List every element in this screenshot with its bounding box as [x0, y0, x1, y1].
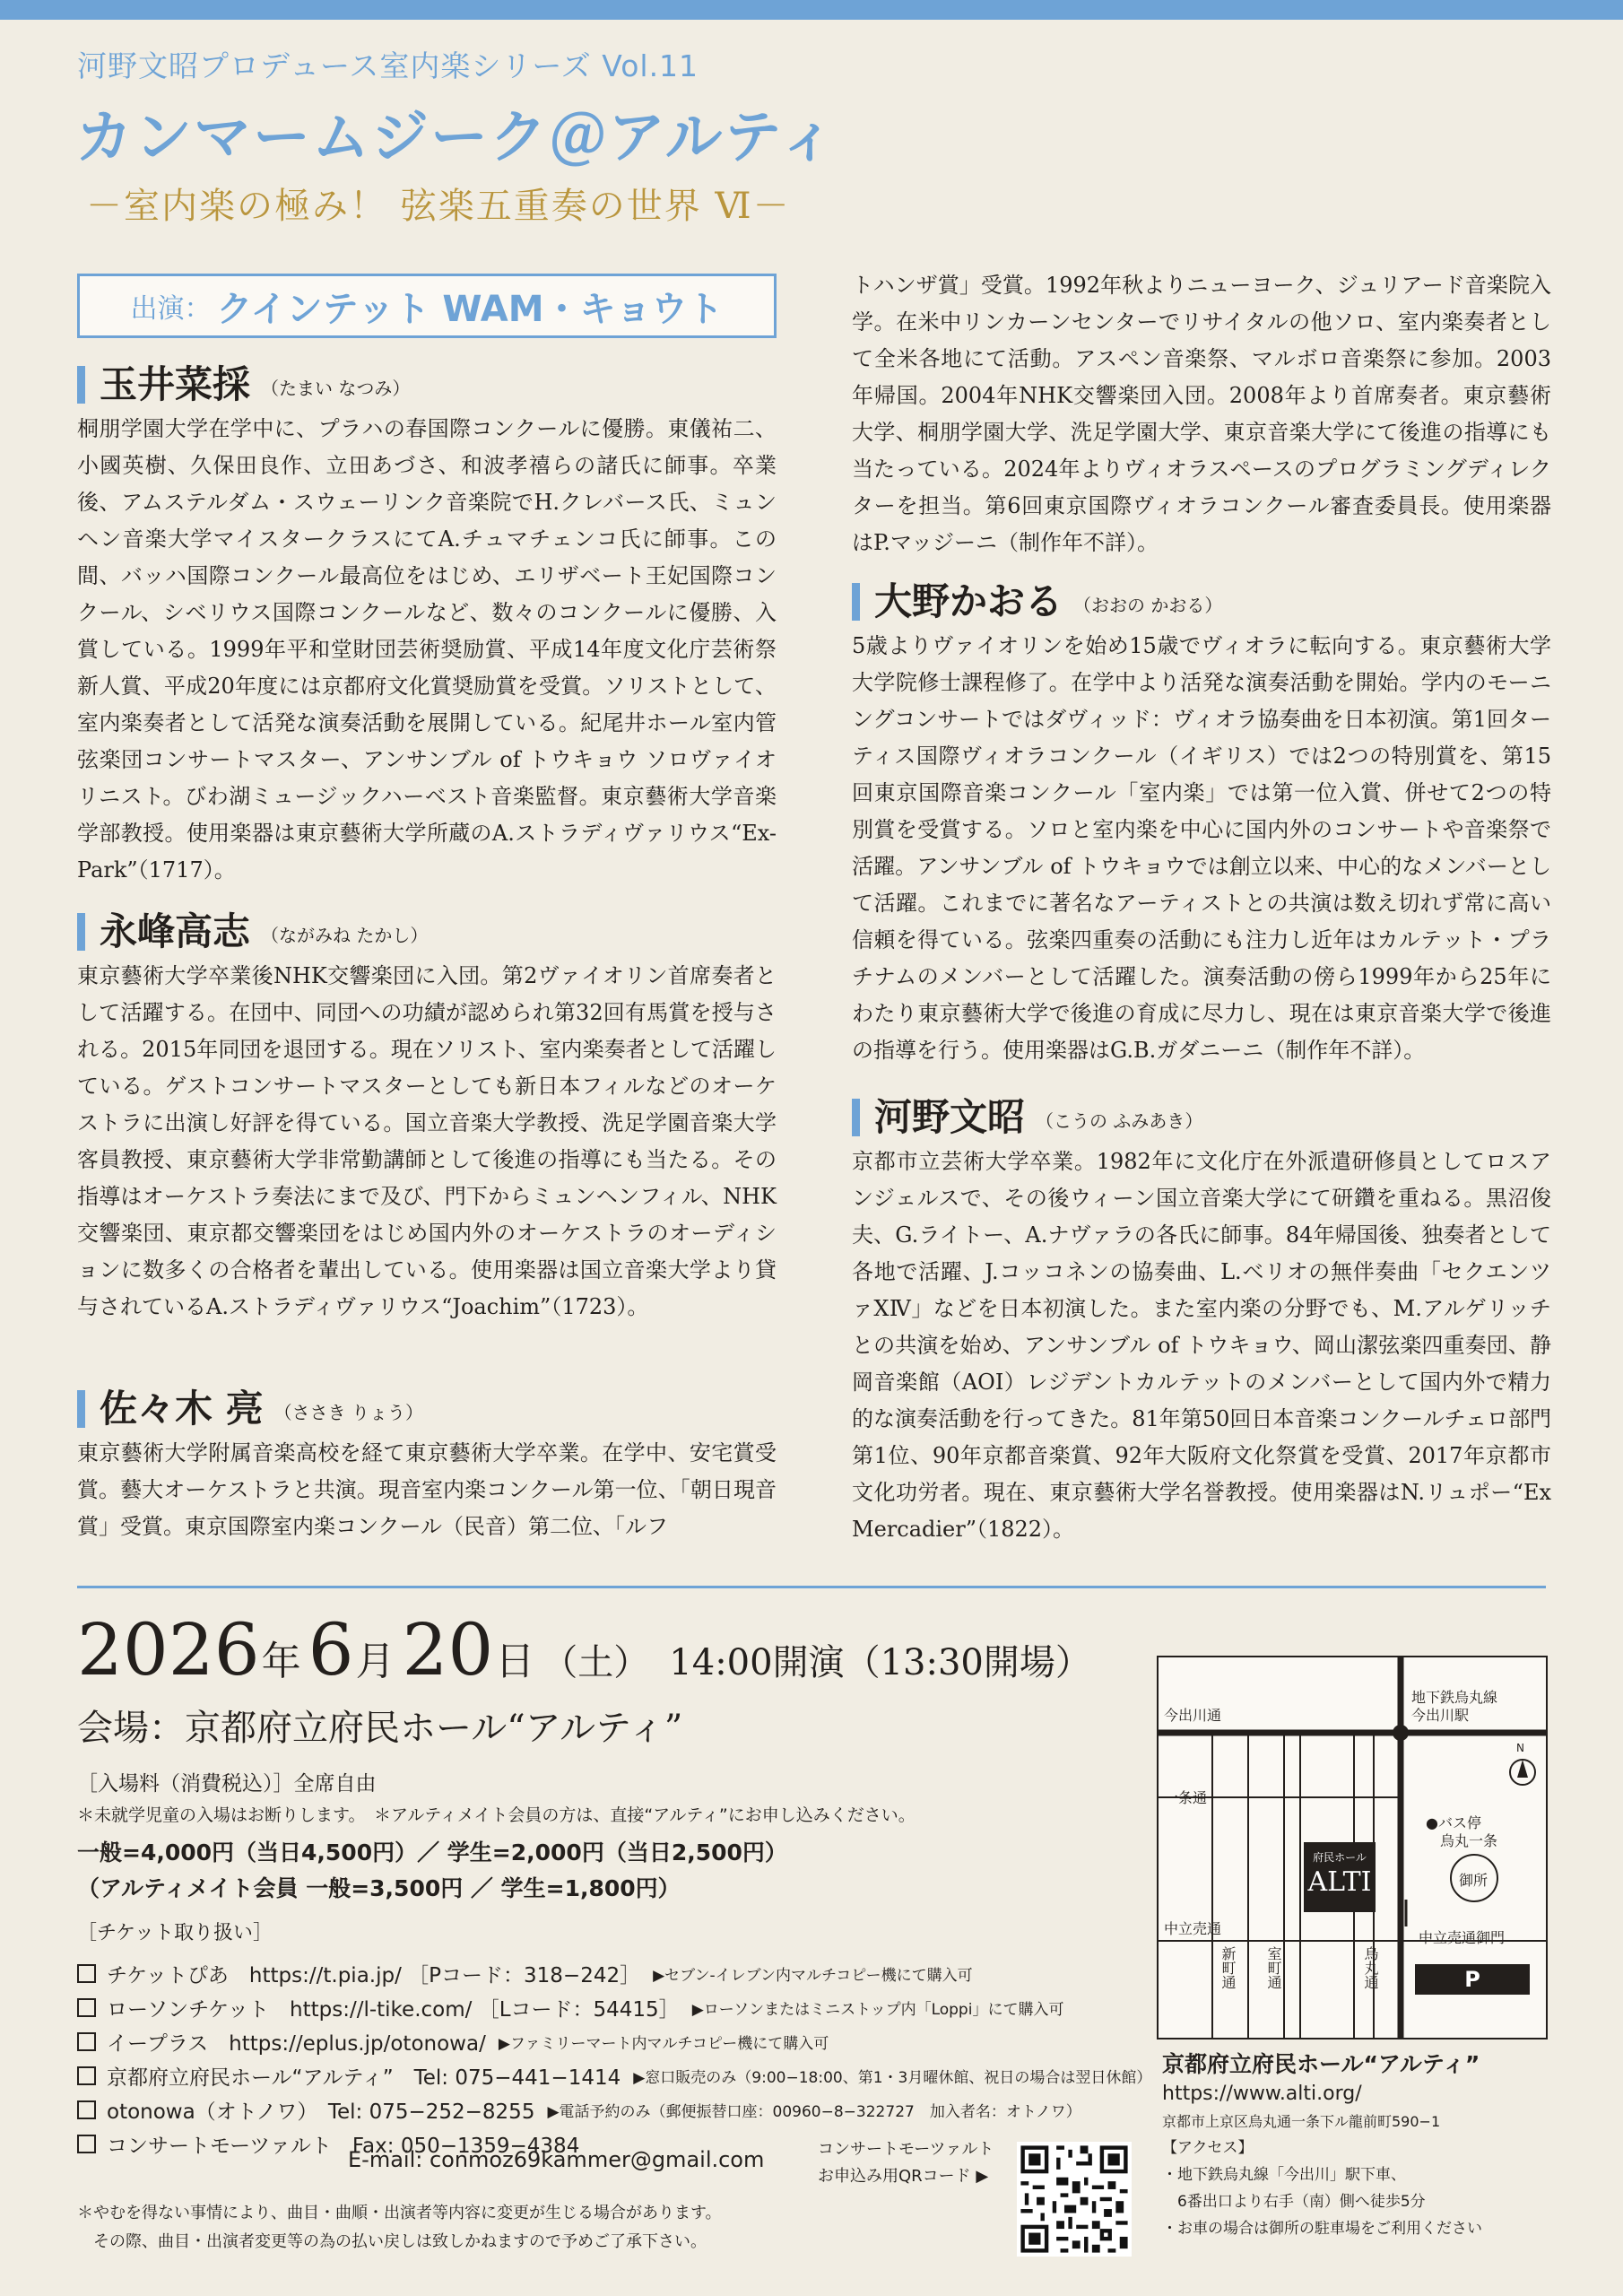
bio-name: 玉井菜採 — [100, 362, 251, 406]
bio-text: 京都市立芸術大学卒業。1982年に文化庁在外派遣研修員としてロスアンジェルスで、その後ウィーン国立音楽大学にて研鑽を重ねる。黒沼俊夫、G.ライトー、A.ナヴァラの各氏に師事。84年帰国後、独奏者として各地で活躍、J.コッコネンの協奏曲、L.ベリオの無伴奏曲「セクエンツァⅩⅣ」などを日本初演した。また室内楽の分野でも、M.アルゲリッチとの共演を始め、アンサンブル of トウキョウ、岡山潔弦楽四重奏団、静岡音楽館（AOI）レジデントカルテットのメンバーとして国内外で精力的な演奏活動を行ってきた。81年第50回日本音楽コンクールチェロ部門第1位、90年京都音楽賞、92年大阪府文化祭賞を受賞、2017年京都市文化功労者。現在、東京藝術大学名誉教授。使用楽器はN.リュポー“Ex Mercadier”（1822）。 — [852, 1149, 1551, 1542]
month-unit: 月 — [355, 1639, 395, 1684]
ticket-list — [77, 1918, 1151, 2161]
bio-kana: （たまい なつみ） — [261, 378, 411, 399]
heading-bar — [852, 583, 860, 621]
bio-name: 佐々木 亮 — [100, 1387, 264, 1431]
bio-name: 大野かおる — [874, 579, 1063, 623]
ticket-note: ▶ファミリーマート内マルチコピー機にて購入可 — [498, 2034, 829, 2053]
top-color-bar — [0, 0, 1623, 20]
bio-tamai — [77, 362, 777, 889]
fee-block — [77, 1767, 916, 1903]
map-label-gosho: 御所 — [1459, 1872, 1488, 1889]
map-label-nakadachiuri: 中立売通 — [1164, 1920, 1222, 1937]
hall-marker-small: 府民ホール — [1313, 1851, 1367, 1864]
venue-address: 京都市上京区烏丸通一条下ル龍前町590−1 — [1162, 2113, 1441, 2130]
map-label-bus: ●バス停 — [1426, 1814, 1481, 1831]
event-year: 2026 — [77, 1608, 260, 1692]
bio-heading — [77, 1387, 777, 1431]
bio-text: 東京藝術大学附属音楽高校を経て東京藝術大学卒業。在学中、安宅賞受賞。藝大オーケストラと共演。現音室内楽コンクール第一位、「朝日現音賞」受賞。東京国際室内楽コンクール（民音）第二位、「ルフ — [77, 1440, 777, 1539]
ticket-row — [77, 1956, 1151, 1990]
year-unit: 年 — [261, 1639, 301, 1684]
series-title: 河野文昭プロデュース室内楽シリーズ Vol.11 — [77, 48, 699, 83]
hall-marker-big: ALTI — [1307, 1866, 1372, 1898]
map-label-subway: 地下鉄烏丸線 — [1411, 1689, 1498, 1706]
heading-bar — [852, 1099, 860, 1136]
access-map — [1157, 1656, 1548, 2039]
fee-label: ［入場料（消費税込）］全席自由 — [77, 1772, 377, 1796]
day-unit: 日 — [495, 1639, 535, 1684]
venue-info — [1162, 2047, 1548, 2242]
map-label-muromachi: 室町通 — [1265, 1946, 1282, 1989]
bio-sasaki-continued — [852, 267, 1551, 561]
performer-box — [77, 274, 777, 338]
section-divider — [77, 1586, 1546, 1588]
ticket-main: イープラス https://eplus.jp/otonowa/ — [107, 2031, 486, 2056]
event-date — [77, 1608, 1091, 1692]
heading-bar — [77, 913, 85, 951]
map-label-ichijo: 一条通 — [1164, 1789, 1208, 1806]
page-title: カンマームジーク＠アルティ — [75, 105, 838, 171]
map-label-station: 今出川駅 — [1411, 1707, 1470, 1724]
bio-text: 桐朋学園大学在学中に、プラハの春国際コンクールに優勝。東儀祐二、小國英樹、久保田良作、立田あづさ、和波孝禧らの諸氏に師事。卒業後、アムステルダム・スウェーリンク音楽院でH.クレバース氏、ミュンヘン音楽大学マイスタークラスにてA.チュマチェンコ氏に師事。この間、バッハ国際コンクール最高位をはじめ、エリザベート王妃国際コンクール、シベリウス国際コンクールなど、数々のコンクールに優勝、入賞している。1999年平和堂財団芸術奨励賞、平成14年度文化庁芸術祭新人賞、平成20年度には京都府文化賞奨励賞を受賞。ソリストとして、室内楽奏者として活発な演奏活動を展開している。紀尾井ホール室内管弦楽団コンサートマスター、アンサンブル of トウキョウ ソロヴァイオリニスト。びわ湖ミュージックハーベスト音楽監督。東京藝術大学音楽学部教授。使用楽器は東京藝術大学所蔵のA.ストラディヴァリウス“Ex-Park”（1717）。 — [77, 416, 777, 883]
qr-label — [818, 2136, 994, 2190]
bio-sasaki — [77, 1387, 777, 1545]
parking-sign: P — [1415, 1964, 1530, 1995]
ticket-main: コンサートモーツァルト Fax: 050−1359−4384 — [107, 2134, 580, 2158]
qr-code-icon[interactable] — [1017, 2142, 1132, 2257]
ticket-note: ▶電話予約のみ（郵便振替口座：00960−8−322727 加入者名：オトノワ） — [547, 2102, 1081, 2121]
access-block — [1162, 2135, 1548, 2242]
event-month: 6 — [308, 1608, 354, 1692]
ticket-main: チケットぴあ https://t.pia.jp/ ［Pコード：318−242］ — [107, 1963, 641, 1987]
bio-kana: （ささき りょう） — [273, 1402, 423, 1423]
bio-name: 永峰高志 — [100, 909, 251, 953]
bio-text: 5歳よりヴァイオリンを始め15歳でヴィオラに転向する。東京藝術大学大学院修士課程修了。在学中より活発な演奏活動を開始。学内のモーニングコンサートではダヴィッド：ヴィオラ協奏曲を日本初演。第1回ターティス国際ヴィオラコンクール（イギリス）では2つの特別賞を、第15回東京国際音楽コンクール「室内楽」では第一位入賞、併せて2つの特別賞を受賞する。ソロと室内楽を中心に国内外のコンサートや音楽祭で活躍。アンサンブル of トウキョウでは創立以来、中心的なメンバーとして活躍。これまでに著名なアーティストとの共演は数え切れず常に高い信頼を得ている。弦楽四重奏の活動にも注力し近年はカルテット・プラチナムのメンバーとして活躍した。演奏活動の傍ら1999年から25年にわたり東京藝術大学で後進の育成に尽力し、現在は東京音楽大学で後進の指導を行う。使用楽器はG.B.ガダニーニ（制作年不詳）。 — [852, 633, 1552, 1063]
bio-nagamine — [77, 909, 777, 1326]
bio-heading — [852, 579, 1551, 623]
fee-note: ＊未就学児童の入場はお断りします。 ＊アルティメイト会員の方は、直接“アルティ”にお申し込みください。 — [77, 1805, 916, 1825]
checkbox-square — [77, 2032, 96, 2051]
heading-bar — [77, 1390, 85, 1428]
venue-url[interactable]: https://www.alti.org/ — [1162, 2083, 1362, 2105]
ticket-row — [77, 2092, 1151, 2126]
ticket-heading: ［チケット取り扱い］ — [77, 1922, 273, 1944]
checkbox-square — [77, 1964, 96, 1983]
performer-name: クインテット WAM・キョウト — [216, 288, 724, 330]
ticket-main: ローソンチケット https://l-tike.com/ ［Lコード：54415］ — [107, 1997, 680, 2022]
ticket-note: ▶ローソンまたはミニストップ内「Loppi」にて購入可 — [691, 2000, 1064, 2019]
map-label-shinmachi: 新町通 — [1219, 1946, 1237, 1989]
bio-text: トハンザ賞」受賞。1992年秋よりニューヨーク、ジュリアード音楽院入学。在米中リンカーンセンターでリサイタルの他ソロ、室内楽奏者として全米各地にて活動。アスペン音楽祭、マルボロ音楽祭に参加。2003年帰国。2004年NHK交響楽団入団。2008年より首席奏者。東京藝術大学、桐朋学園大学、洗足学園大学、東京音楽大学にて後進の指導にも当たっている。2024年よりヴィオラスペースのプログラミングディレクターを担当。第6回東京国際ヴィオラコンクール審査委員長。使用楽器はP.マッジーニ（制作年不詳）。 — [852, 273, 1551, 555]
event-weekday: （土） — [542, 1642, 650, 1683]
contact-email[interactable]: E-mail: conmoz69kammer@gmail.com — [348, 2147, 765, 2172]
access-label: 【アクセス】 — [1162, 2139, 1254, 2157]
bio-heading — [77, 909, 777, 953]
checkbox-square — [77, 2100, 96, 2119]
map-label-karasuma: 烏丸通 — [1362, 1946, 1379, 1989]
event-day: 20 — [402, 1608, 494, 1692]
bio-kana: （こうの ふみあき） — [1036, 1110, 1203, 1132]
bio-text: 東京藝術大学卒業後NHK交響楽団に入団。第2ヴァイオリン首席奏者として活躍する。在団中、同団への功績が認められ第32回有馬賞を授与される。2015年同団を退団する。現在ソリスト、室内楽奏者として活躍している。ゲストコンサートマスターとしても新日本フィルなどのオーケストラに出演し好評を得ている。国立音楽大学教授、洗足学園音楽大学客員教授、東京藝術大学非常勤講師として後進の指導にも当たる。その指導はオーケストラ奏法にまで及び、門下からミュンヘンフィル、NHK交響楽団、東京都交響楽団をはじめ国内外のオーケストラのオーディションに数多くの合格者を輩出している。使用楽器は国立音楽大学より貸与されているA.ストラディヴァリウス“Joachim”（1723）。 — [77, 963, 777, 1319]
bio-kana: （おおの かおる） — [1073, 595, 1223, 616]
ticket-row — [77, 2024, 1151, 2058]
bio-ono — [852, 579, 1552, 1069]
bio-kana: （ながみね たかし） — [261, 925, 429, 946]
disclaimer-line: ＊やむを得ない事情により、曲目・曲順・出演者等内容に変更が生じる場合があります。 — [77, 2204, 722, 2222]
checkbox-square — [77, 2135, 96, 2153]
checkbox-square — [77, 2066, 96, 2085]
ticket-row — [77, 1990, 1151, 2024]
performer-label: 出演： — [130, 293, 212, 325]
bio-kono — [852, 1095, 1551, 1548]
checkbox-square — [77, 1998, 96, 2017]
access-line: ・お車の場合は御所の駐車場をご利用ください — [1162, 2220, 1482, 2238]
map-label-gate: 中立売通御門 — [1419, 1929, 1506, 1946]
disclaimer-line: その際、曲目・出演者変更等の為の払い戻しは致しかねますので予めご了承下さい。 — [77, 2232, 707, 2251]
ticket-note: ▶窓口販売のみ（9:00−18:00、第1・3月曜休館、祝日の場合は翌日休館） — [633, 2068, 1152, 2087]
venue-name: 京都府立府民ホール“アルティ” — [1162, 2051, 1480, 2077]
hall-marker — [1304, 1842, 1376, 1912]
qr-label-line: コンサートモーツァルト — [818, 2140, 994, 2159]
event-time: 14:00開演（13:30開場） — [669, 1642, 1091, 1683]
page-subtitle: －室内楽の極み！ 弦楽五重奏の世界 Ⅵ－ — [86, 186, 791, 227]
map-label-bus-name: 烏丸一条 — [1440, 1832, 1498, 1849]
heading-bar — [77, 366, 85, 404]
qr-label-line: お申込み用QRコード ▶ — [818, 2167, 989, 2186]
fee-price-general: 一般=4,000円（当日4,500円）／ 学生=2,000円（当日2,500円） — [77, 1839, 787, 1866]
event-venue: 会場：京都府立府民ホール“アルティ” — [77, 1708, 683, 1749]
ticket-note: ▶セブン-イレブン内マルチコピー機にて購入可 — [653, 1966, 973, 1985]
access-line: ・地下鉄烏丸線「今出川」駅下車、 — [1162, 2166, 1406, 2184]
ticket-main: 京都府立府民ホール“アルティ” Tel: 075−441−1414 — [107, 2066, 621, 2090]
bio-heading — [852, 1095, 1551, 1139]
bio-heading — [77, 362, 777, 406]
disclaimer — [77, 2199, 722, 2257]
ticket-main: otonowa（オトノワ） Tel: 075−252−8255 — [107, 2100, 535, 2124]
map-label-imadegawa: 今出川通 — [1164, 1707, 1222, 1724]
fee-price-member: （アルティメイト会員 一般=3,500円 ／ 学生=1,800円） — [77, 1875, 681, 1901]
ticket-row — [77, 2058, 1151, 2092]
map-north-label: N — [1516, 1742, 1524, 1754]
bio-name: 河野文昭 — [874, 1095, 1026, 1139]
access-line: 6番出口より右手（南）側へ徒歩5分 — [1162, 2193, 1426, 2211]
